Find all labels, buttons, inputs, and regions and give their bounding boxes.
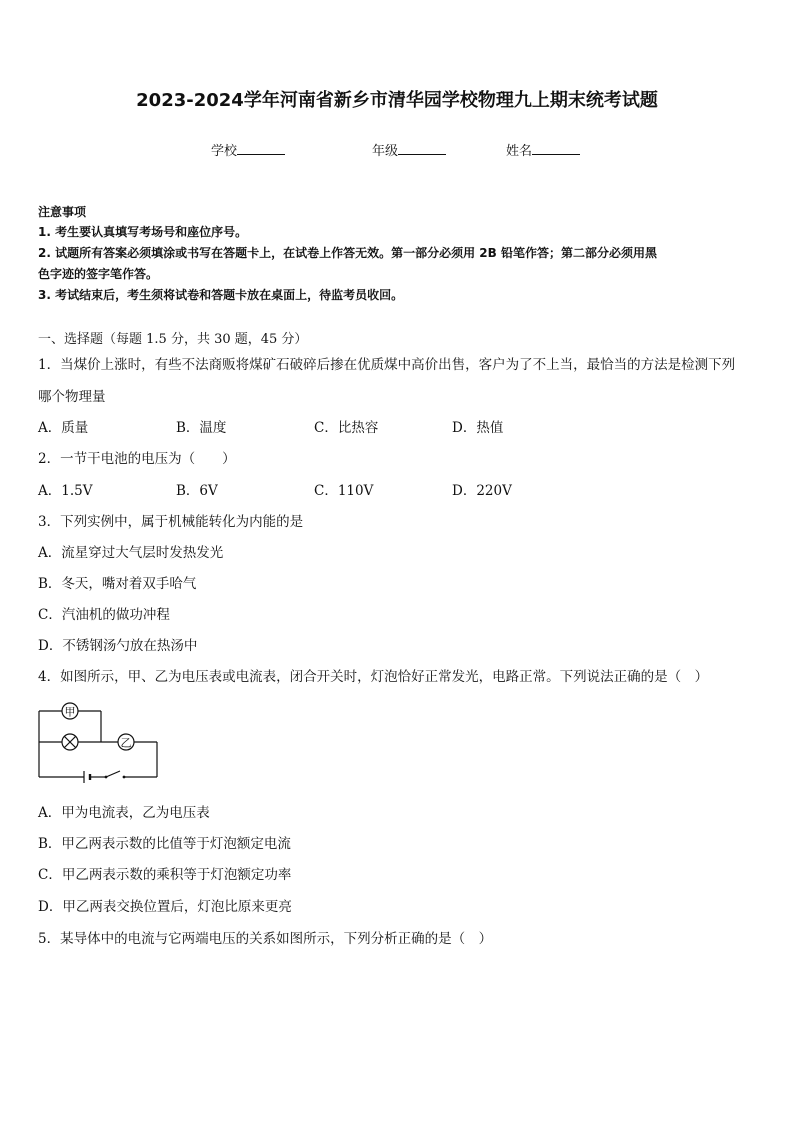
grade-label: 年级 <box>372 144 399 159</box>
q3-option-d: D．不锈钢汤勺放在热汤中 <box>38 638 198 654</box>
q4-option-b: B．甲乙两表示数的比值等于灯泡额定电流 <box>38 836 291 852</box>
switch-pivot <box>105 776 108 779</box>
q1-option-a: A．质量 <box>38 420 89 436</box>
q4-option-d: D．甲乙两表交换位置后，灯泡比原来更亮 <box>38 899 292 915</box>
name-field <box>506 140 580 159</box>
notes-item-1: 1. 考生要认真填写考场号和座位序号。 <box>38 225 248 239</box>
q2-option-a: A．1.5V <box>38 483 93 499</box>
q4-option-a: A．甲为电流表，乙为电压表 <box>38 805 210 821</box>
q1-option-d: D．热值 <box>452 420 504 436</box>
grade-blank <box>398 142 446 155</box>
meter-a-label: 甲 <box>64 705 76 719</box>
q3-stem: 3．下列实例中，属于机械能转化为内能的是 <box>38 514 304 530</box>
q2-option-d: D．220V <box>452 483 512 499</box>
q2-option-c: C．110V <box>314 483 374 499</box>
q3-option-c: C．汽油机的做功冲程 <box>38 607 170 623</box>
q3-option-a: A．流星穿过大气层时发热发光 <box>38 545 224 561</box>
name-blank <box>532 142 580 155</box>
school-label: 学校 <box>211 144 238 159</box>
page-title: 2023-2024学年河南省新乡市清华园学校物理九上期末统考试题 <box>136 90 658 111</box>
meter-b-label: 乙 <box>120 736 132 750</box>
section-heading: 一、选择题（每题 1.5 分，共 30 题，45 分） <box>38 332 308 347</box>
q1-stem-line1: 1．当煤价上涨时，有些不法商贩将煤矿石破碎后掺在优质煤中高价出售，客户为了不上当，最恰当的方法是检测下列 <box>38 357 736 373</box>
notes-heading: 注意事项 <box>38 205 87 219</box>
switch-contact <box>123 776 126 779</box>
switch-lever <box>106 771 120 777</box>
notes-item-3: 3. 考试结束后，考生须将试卷和答题卡放在桌面上，待监考员收回。 <box>38 288 404 302</box>
q4-option-c: C．甲乙两表示数的乘积等于灯泡额定功率 <box>38 867 292 883</box>
grade-field <box>372 140 446 159</box>
q2-stem: 2．一节干电池的电压为（ ） <box>38 451 236 467</box>
q3-option-b: B．冬天，嘴对着双手哈气 <box>38 576 197 592</box>
circuit-diagram <box>34 698 164 784</box>
q2-option-b: B．6V <box>176 483 218 499</box>
school-blank <box>237 142 285 155</box>
q1-option-c: C．比热容 <box>314 420 379 436</box>
q1-option-b: B．温度 <box>176 420 227 436</box>
notes-item-2: 2. 试题所有答案必须填涂或书写在答题卡上，在试卷上作答无效。第一部分必须用 2B 铅笔作答；第二部分必须用黑 <box>38 246 657 260</box>
notes-item-2-cont: 色字迹的签字笔作答。 <box>38 267 159 281</box>
name-label: 姓名 <box>506 144 533 159</box>
school-field <box>211 140 285 159</box>
q4-stem: 4．如图所示，甲、乙为电压表或电流表，闭合开关时，灯泡恰好正常发光，电路正常。下列说法正确的是（ ） <box>38 669 709 685</box>
q1-stem-line2: 哪个物理量 <box>38 389 106 405</box>
q5-stem: 5．某导体中的电流与它两端电压的关系如图所示，下列分析正确的是（ ） <box>38 931 493 947</box>
